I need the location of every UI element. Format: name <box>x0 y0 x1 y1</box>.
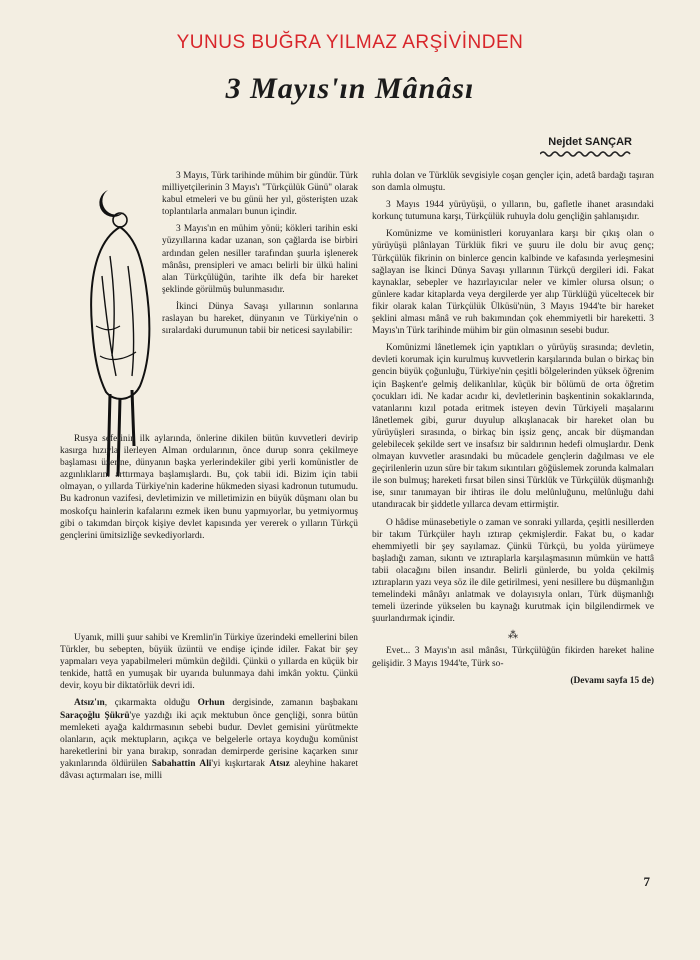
left-column-top <box>162 170 358 342</box>
continuation-note: (Devamı sayfa 15 de) <box>570 675 654 686</box>
crescent-figure-illustration <box>80 176 162 476</box>
left-column-bottom <box>60 632 358 787</box>
prime-minister-name: Saraçoğlu Şükrü <box>60 710 130 721</box>
left-column-middle <box>60 433 358 547</box>
right-column <box>372 170 654 687</box>
article-title: 3 Mayıs'ın Mânâsı <box>225 72 475 105</box>
name-atsiz: Atsız <box>269 758 290 769</box>
author-name: Nejdet SANÇAR <box>548 136 632 148</box>
paragraph: 3 Mayıs'ın en mühim yönü; kökleri tarihin eski yüzyıllarına kadar uzanan, son çağlarda ise birbiri ardından gelen nesiller tarafından şuurla işlenerek mânâsı, prensipleri ve amacı belirli bir ülkü halini alan Türkçülüğün, tarihte ilk defa bir hareket şeklinde görülmüş bulunmasıdır. <box>162 224 358 295</box>
asterism-divider: ⁂ <box>508 630 518 642</box>
paragraph: Rusya seferinin ilk aylarında, önlerine dikilen bütün kuvvetleri devirip kasırga hızıyla ilerleyen Alman ordularının, önce durup sonra çekilmeye başlaması üzerine, dünyanın başka yerlerindekiler gibi yerli komünistler de azgınlıklarını arttırmaya başlamışlardı. Bu, çok tabii idi. Bizim için tabii olmayan, o yıllarda Türkiye'nin kaderine hükmeden siyasi kadronun tutumudu. Bu kadronun vazifesi, devletimizin ve milletimizin en büyük düşmanı olan bu moskofçu hainlerin kafalarını ezmek iken bunu yapmıyorlar, bu yetmiyormuş gibi o takımdan birçok kişiye devlet kapısında yer vererek o yılların Türkçü gençlerini ümitsizliğe sevkediyorlardı. <box>60 434 358 541</box>
journal-name: Orhun <box>197 698 225 709</box>
text-segment: 'ye yazdığı iki açık mektubun önce gençliği, sonra bütün memleketi ayağa kaldırmasının sebebi budur. Devlet gemisini yürütmekte olanların, açık mektupların, açıkça ve belgelerle ortaya koyduğu komünist hareketlerini bir yana bırakıp, sonradan demirperde gerisine kaçarken sınır yakınlarında öldürülen <box>60 710 358 769</box>
person-name: Sabahattin Ali <box>151 758 212 769</box>
text-segment: aleyhine hakaret dâvası açtırmaları ise, milli <box>60 758 358 782</box>
paragraph: Komünizme ve komünistleri koruyanlara karşı bir çıkış olan o yürüyüşü plânlayan Türklük fikri ve şuuru ile dolu bir avuç genç; Türkçülük fikrinin on binlerce gencin kalbinde ve kafasında yerleşmesini sağlayan ise İkinci Dünya Savaşı yıllarının Türkçü dergileri idi. Fakat kaynaklar, sebepler ve hazırlayıcılar neler ve kimler olursa olsun; o günlere kadar kitaplarda veya dergilerde yer alıp Türklüğü yüceltecek bir fikir olarak kalan Türkçülük Ülküsü'nün, 3 Mayıs 1944'te bir hareket şeklini alması mânâ ve ruh bakımından çok ehemmiyetli bir hareketti. 3 Mayıs'ın Türk tarihinde mühim bir gün olmasının sesebi budur. <box>372 229 654 337</box>
name-atsiz: Atsız'ın <box>74 698 105 709</box>
paragraph: 3 Mayıs 1944 yürüyüşü, o yılların, bu, gafletle ihanet arasındaki korkunç tutumuna karşı, Türkçülük ruhuyla dolu gençliğin şahlanışıdır. <box>372 200 654 223</box>
text-segment: 'yi kışkırtarak <box>211 758 270 769</box>
paragraph: O hâdise münasebetiyle o zaman ve sonraki yıllarda, çeşitli nesillerden bir takım Türkçüler haylı ıztırap çekmişlerdir. Fakat bu, o kadar ehemmiyetli bir şey sayılamaz. Çünkü Türkçü, bu yolda yürümeye başladığı zaman, sıkıntı ve ıztıraplarla karşılaşmasının mümkün ve hattâ tabii olacağını bilen insandır. Belirli günlerde, bu yolda çekilmiş ıztırapların yazı veya söz ile dile getirilmesi, yeni nesillere bu düşmanlığın temelindeki mânâyı anlatmak ve dolayısıyla onları, Türk düşmanlığı temeli üzerinde yükselen bu kaynağı kurutmak için bilgilendirmek ve şuurlandırmak içindir. <box>372 517 654 625</box>
paragraph-atsiz <box>60 697 358 782</box>
paragraph: Evet... 3 Mayıs'ın asıl mânâsı, Türkçülüğün fikirden hareket haline gelişidir. 3 Mayıs 1944'te, Türk so- <box>372 646 654 669</box>
decorative-wave-divider <box>540 150 632 158</box>
paragraph: Komünizmi lânetlemek için yaptıkları o yürüyüş sırasında; devletin, devleti korumak için kurulmuş kuvvetlerin karşılarında bulan o birkaç bin gencin büyük çoğunluğu, Türkiye'nin çeşitli bölgelerinden yüksek öğrenim için Başkent'e gelmiş delikanlılar, küçük bir bölümü de orta öğretim çocukları idi. Ne kadar acıdır ki, devletlerinin başkentinin sokaklarında, vatanlarını kızıl potada eritmek isteyen devin Türkiyeli maşalarını lânetlemek gibi, gurur duyulup alkışlanacak bir hareket olan bu yürüyüşleri sırasında, o birkaç bin işsiz genç, ancak bir düşmandan gelebilecek şekilde sert ve insafsız bir saldırının hedefi olmuşlardır. Denk olmayan kuvvetler arasındaki bu mücadele gençlerin dağılması ve ele geçirilenlerin uzun süre bir takım sıkıntıları göğüslemek zorunda kalmaları ile son bulmuş; hareketi fırsat bilen sinsi Türklük ve Türkçülük düşmanlığı ise, sınır tanımayan bir ihtiras ile dolu melûnluğunu, melûnluğu dahi utandıracak bir şiddetle yıllarca devam ettirmiştir. <box>372 343 654 511</box>
text-segment: , çıkarmakta olduğu <box>104 698 198 709</box>
archive-watermark: YUNUS BUĞRA YILMAZ ARŞİVİNDEN <box>176 32 524 53</box>
text-segment: dergisinde, zamanın başbakanı <box>224 698 358 709</box>
paragraph: İkinci Dünya Savaşı yıllarının sonlarına raslayan bu hareket, dünyanın ve Türkiye'nin o sıralardaki durumunun tabii bir neticesi sayılabilir: <box>162 301 358 337</box>
page-number: 7 <box>643 874 650 889</box>
paragraph: 3 Mayıs, Türk tarihinde mühim bir gündür. Türk milliyetçilerinin 3 Mayıs'ı "Türkçülük Günü" olarak kabul etmeleri ve bu günü her yıl, gösterişten uzak toplantılarla anmaları bunun içindir. <box>162 171 358 218</box>
paragraph: Uyanık, milli şuur sahibi ve Kremlin'in Türkiye üzerindeki emellerini bilen Türkler, bu sebepten, büyük üzüntü ve endişe içinde idiler. Fakat bir şey yapmaları veya yapabilmeleri mümkün değildi. Çünkü o yıllarda en küçük bir tenkide, hattâ en yumuşak bir uyarıda bulunmaya dahi imkân yoktu. Çünkü devir, koyu bir diktatörlük devri idi. <box>60 633 358 692</box>
paragraph: ruhla dolan ve Türklük sevgisiyle coşan gençler için, adetâ bardağı taşıran son damla olmuştu. <box>372 171 654 194</box>
